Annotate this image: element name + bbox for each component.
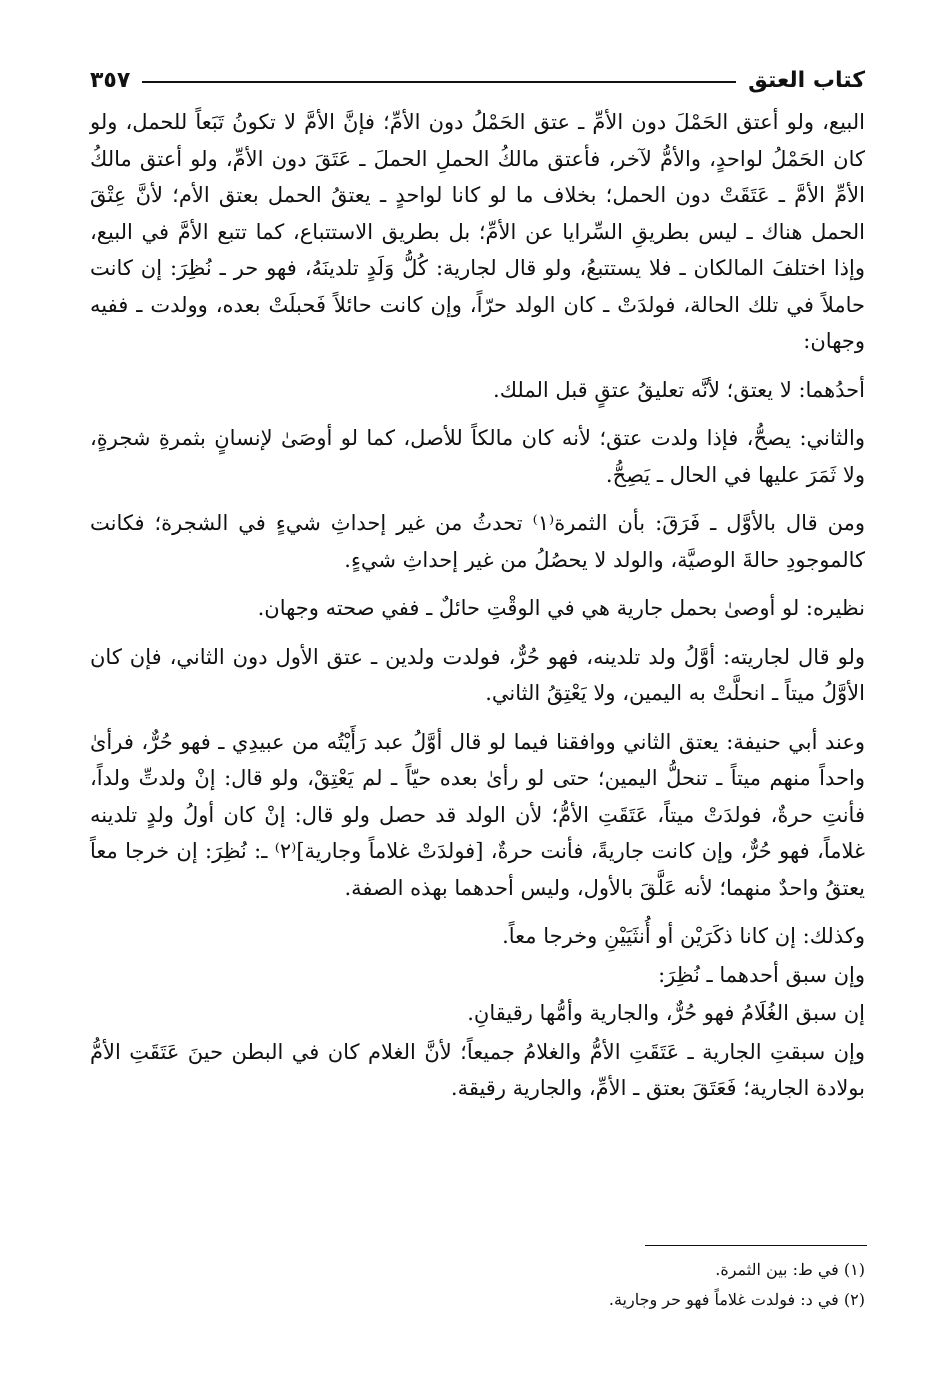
paragraph-5: نظيره: لو أوصىٰ بحمل جارية هي في الوقْتِ حائلٌ ـ ففي صحته وجهان. [257,596,865,620]
paragraph-6: ولو قال لجاريته: أوَّلُ ولد تلدينه، فهو حُرٌّ، فولدت ولدين ـ عتق الأول دون الثاني، فإن كان الأوَّلُ ميتاً ـ انحلَّتْ به اليمين، ولا يَعْتِقُ الثاني. [90,644,865,705]
page-number: ٣٥٧ [90,67,131,93]
paragraph-10: إن سبق الغُلَامُ فهو حُرٌّ، والجارية وأمُّها رقيقانِ. [467,1001,865,1025]
footnote-1: (١) في ط: بين الثمرة. [715,1260,865,1279]
footnote-2: (٢) في د: فولدت غلاماً فهو حر وجارية. [608,1290,865,1309]
chapter-title: كتاب العتق [748,67,865,93]
running-header [90,60,865,100]
paragraph-11: وإن سبقتِ الجارية ـ عَتَقَتِ الأمُّ والغلامُ جميعاً؛ لأنَّ الغلام كان في البطن حينَ عَتَقَتِ الأمُّ بولادة الجارية؛ فَعَتَقَ بعتق ـ الأمِّ، والجارية رقيقة. [90,1039,865,1100]
footnote-separator [645,1245,867,1246]
paragraph-3: والثاني: يصحُّ، فإذا ولدت عتق؛ لأنه كان مالكاً للأصل، كما لو أوصَىٰ لإنسانٍ بثمرةِ شجرةٍ، ولا ثَمَرَ عليها في الحال ـ يَصِحُّ. [90,426,865,487]
page [90,60,865,1119]
paragraph-1: البيع، ولو أعتق الحَمْلَ دون الأمِّ ـ عتق الحَمْلُ دون الأمِّ؛ فإنَّ الأمَّ لا تكونُ تَبَعاً للحمل، ولو كان الحَمْلُ لواحدٍ، والأمُّ لآخر، فأعتق مالكُ الحملِ الحملَ ـ عَتَقَ دون الأمِّ، ولو أعتق مالكُ الأمِّ الأمَّ ـ عَتَقَتْ دون الحمل؛ بخلاف ما لو كانا لواحدٍ ـ يعتقُ الحمل بعتق الأم؛ لأنَّ عِتْقَ الحمل هناك ـ ليس بطريقِ السِّرايا عن الأمِّ؛ بل بطريق الاستتباع، كما تتبع الأمَّ في البيع، وإذا اختلفَ المالكان ـ فلا يستتبعُ، ولو قال لجارية: كُلُّ وَلَدٍ تلدينَهُ، فهو حر ـ نُظِرَ: إن كانت حاملاً في تلك الحالة، فولدَتْ ـ كان الولد حرّاً، وإن كانت حائلاً فَحبلَتْ بعده، وولدت ـ ففيه وجهان: [90,110,865,353]
header-rule [142,81,736,83]
body-text [90,104,865,1107]
footnotes [365,1255,865,1315]
paragraph-8: وكذلك: إن كانا ذكَرَيْن أو أُنثَيَيْنِ وخرجا معاً. [502,924,865,948]
paragraph-2: أحدُهما: لا يعتق؛ لأنَّه تعليقُ عتقٍ قبل الملك. [493,377,865,402]
paragraph-7: وعند أبي حنيفة: يعتق الثاني ووافقنا فيما لو قال أوَّلُ عبد رَأَيْتُه من عبيدِي ـ فهو حُرٌّ، فرأىٰ واحداً منهم ميتاً ـ تنحلُّ اليمين؛ حتى لو رأىٰ بعده حيّاً ـ لم يَعْتِقْ، ولو قال: إنْ ولدتِّ ولداً، فأنتِ حرةٌ، فولدَتْ ميتاً، عَتَقَتِ الأمُّ؛ لأن الولد قد حصل ولو قال: إنْ كان أولُ ولدٍ تلدينه غلاماً، فهو حُرٌّ، وإن كانت جاريةً، فأنت حرةٌ، [فولدَتْ غلاماً وجارية]⁽٢⁾ ـ: نُظِرَ: إن خرجا معاً يعتقُ واحدٌ منهما؛ لأنه عَلَّقَ بالأول، وليس أحدهما بهذه الصفة. [90,729,865,900]
paragraph-9: وإن سبق أحدهما ـ نُظِرَ: [658,962,865,987]
paragraph-4: ومن قال بالأوَّل ـ فَرَقَ: بأن الثمرة⁽١⁾ تحدثُ من غير إحداثِ شيءٍ في الشجرة؛ فكانت كالموجودِ حالةَ الوصيَّة، والولد لا يحصُلُ من غير إحداثِ شيءٍ. [90,511,865,572]
